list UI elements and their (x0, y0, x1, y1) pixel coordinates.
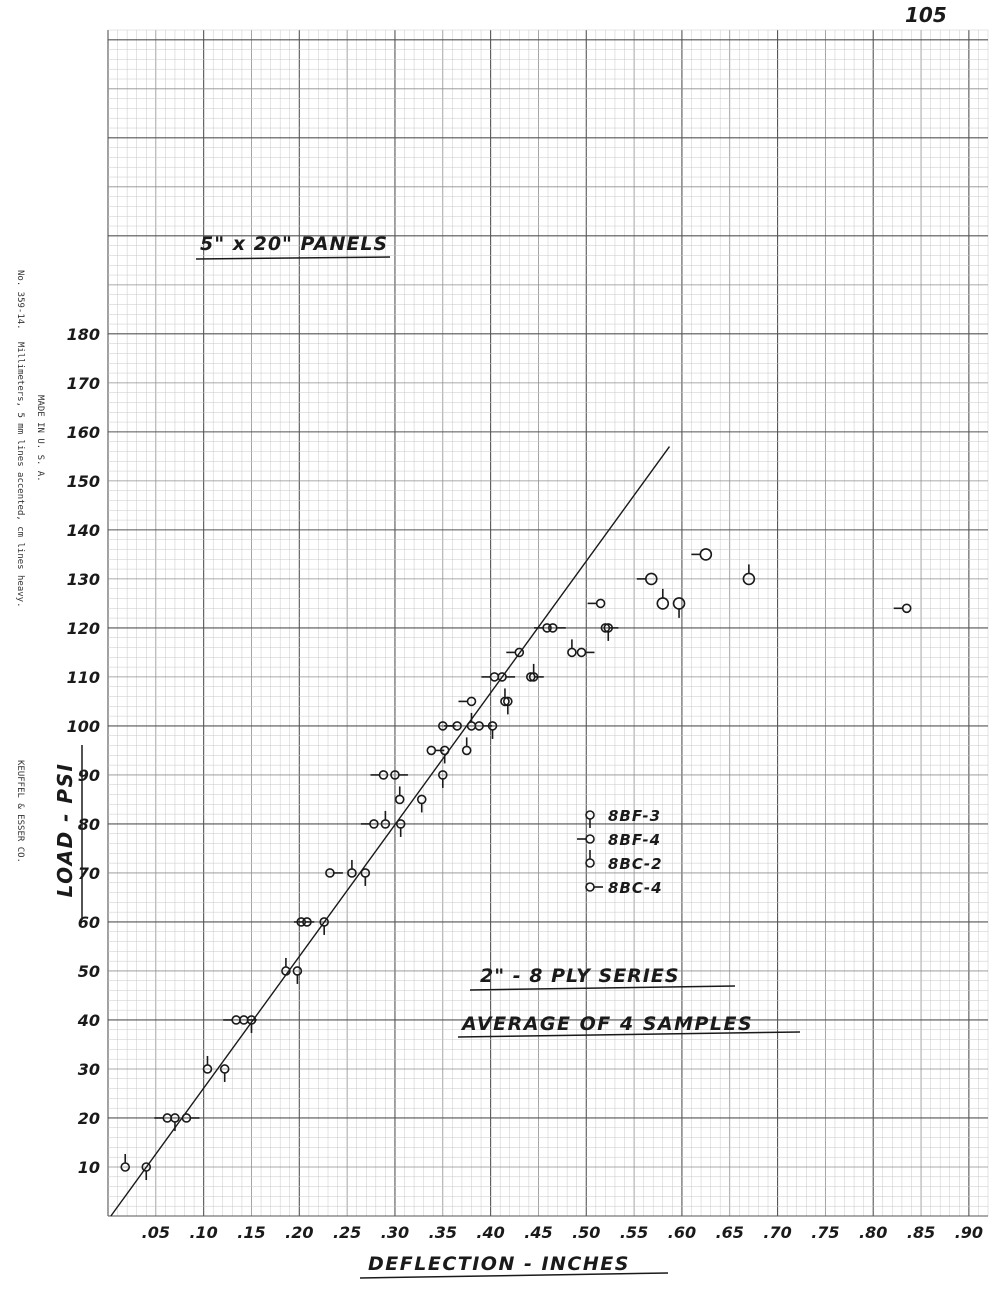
y-tick-label: 110 (66, 667, 100, 687)
data-point-8bf-4 (458, 697, 475, 705)
data-point-8bf-4 (691, 549, 711, 560)
y-tick-label: 180 (66, 324, 100, 344)
y-tick-label: 20 (77, 1108, 100, 1128)
data-point-8bf-4 (588, 599, 605, 607)
legend-item (586, 807, 661, 828)
x-tick-labels (142, 1223, 983, 1242)
x-tick-label: .50 (572, 1223, 601, 1242)
x-tick-label: .55 (619, 1223, 649, 1242)
chart-title: 5" x 20" PANELS (200, 233, 389, 255)
x-tick-label: .05 (141, 1223, 170, 1242)
margin-made-in: MADE IN U. S. A. (35, 395, 45, 482)
x-tick-label: .75 (811, 1223, 840, 1242)
margin-catalog: No. 359-14. (15, 270, 25, 330)
legend-marker (586, 811, 594, 828)
legend-marker (586, 883, 603, 891)
y-tick-label: 70 (77, 863, 100, 883)
data-point-8bf-3 (397, 820, 405, 837)
legend-label: 8BC-4 (608, 879, 663, 897)
y-tick-label: 30 (77, 1059, 100, 1079)
y-tick-label: 100 (66, 716, 100, 736)
legend-label: 8BF-3 (608, 807, 662, 825)
y-axis-label: LOAD - PSI (53, 762, 77, 898)
y-tick-label: 170 (66, 373, 100, 393)
legend-label: 8BC-2 (608, 855, 663, 873)
title-underline (196, 257, 390, 259)
data-points (121, 549, 910, 1180)
x-tick-label: .15 (237, 1223, 266, 1242)
data-point-8bf-3 (361, 869, 369, 886)
data-point-8bf-3 (674, 598, 685, 618)
data-point-8bc-2 (121, 1154, 129, 1171)
data-point-8bf-3 (489, 722, 497, 739)
x-tick-label: .35 (428, 1223, 457, 1242)
reference-line (111, 447, 670, 1216)
data-point-8bc-2 (203, 1056, 211, 1073)
x-tick-label: .45 (524, 1223, 553, 1242)
chart-annotation: AVERAGE OF 4 SAMPLES (462, 1013, 754, 1035)
reference-line-group (111, 447, 670, 1216)
legend-marker (586, 850, 594, 867)
x-axis-label: DEFLECTION - INCHES (368, 1253, 630, 1275)
legend-marker (577, 835, 594, 843)
x-tick-label: .25 (332, 1223, 362, 1242)
x-tick-label: .70 (763, 1223, 792, 1242)
legend (577, 807, 663, 897)
data-point-8bc-2 (396, 786, 404, 803)
y-tick-label: 140 (66, 520, 100, 540)
data-point-8bf-3 (418, 795, 426, 812)
x-tick-label: .20 (285, 1223, 314, 1242)
y-tick-label: 80 (77, 814, 100, 834)
x-tick-label: .30 (380, 1223, 410, 1242)
x-tick-label: .10 (189, 1223, 218, 1242)
y-tick-label: 90 (77, 765, 100, 785)
y-tick-label: 40 (77, 1010, 100, 1030)
y-tick-label: 120 (66, 618, 100, 638)
x-tick-label: .85 (906, 1223, 936, 1242)
x-tick-label: .60 (667, 1223, 697, 1242)
x-tick-label: .40 (476, 1223, 505, 1242)
data-point-8bf-3 (221, 1065, 229, 1082)
legend-item (586, 879, 663, 897)
chart-subtitle: 2" - 8 PLY SERIES (480, 965, 680, 987)
data-point-8bf-3 (293, 967, 301, 984)
y-tick-label: 60 (77, 912, 100, 932)
y-tick-label: 50 (77, 961, 100, 981)
data-point-8bc-2 (348, 860, 356, 877)
y-tick-label: 150 (66, 471, 100, 491)
data-point-8bc-2 (568, 639, 576, 656)
y-tick-label: 10 (77, 1157, 100, 1177)
data-point-8bc-2 (282, 958, 290, 975)
y-tick-labels (67, 325, 100, 1177)
data-point-8bc-2 (463, 737, 471, 754)
x-tick-label: .80 (859, 1223, 888, 1242)
y-tick-label: 130 (66, 569, 100, 589)
page-number: 105 (905, 3, 947, 27)
margin-description: Millimeters, 5 mm lines accented, cm lines heavy. (15, 342, 25, 608)
legend-label: 8BF-4 (608, 831, 662, 849)
x-tick-label: .90 (954, 1223, 984, 1242)
x-tick-label: .65 (715, 1223, 744, 1242)
margin-maker: KEUFFEL & ESSER CO. (15, 760, 25, 863)
y-tick-label: 160 (66, 422, 100, 442)
